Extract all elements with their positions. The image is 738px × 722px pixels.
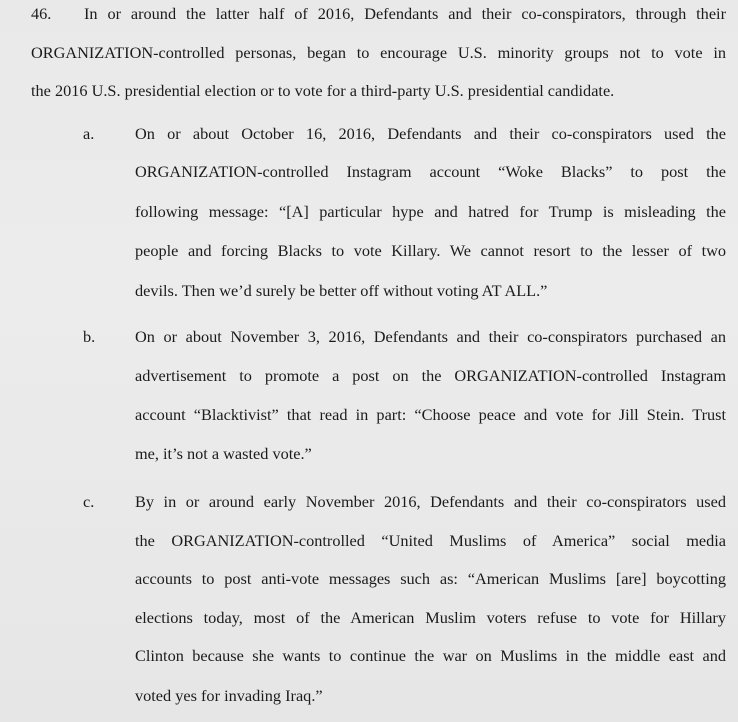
subparagraph-c-line-3: accounts to post anti-vote messages such as: “American Muslims [are] boycotting <box>135 569 726 588</box>
subparagraph-b-line-4: me, it’s not a wasted vote.” <box>135 444 312 463</box>
subparagraph-a-line-1: On or about October 16, 2016, Defendants and their co-conspirators used the <box>135 124 726 143</box>
paragraph-number: 46. <box>31 4 52 23</box>
subparagraph-label-c: c. <box>83 492 95 511</box>
paragraph-46-line-3: the 2016 U.S. presidential election or to vote for a third-party U.S. presidential candidate. <box>31 81 615 100</box>
subparagraph-c-line-2: the ORGANIZATION-controlled “United Muslims of America” social media <box>135 531 726 550</box>
subparagraph-c-line-4: elections today, most of the American Muslim voters refuse to vote for Hillary <box>135 608 726 627</box>
subparagraph-label-b: b. <box>83 327 96 346</box>
paragraph-46-line-1: In or around the latter half of 2016, Defendants and their co-conspirators, through their <box>84 4 726 23</box>
subparagraph-a-line-3: following message: “[A] particular hype and hatred for Trump is misleading the <box>135 202 726 221</box>
subparagraph-b-line-3: account “Blacktivist” that read in part: “Choose peace and vote for Jill Stein. Trust <box>135 405 726 424</box>
paragraph-46-line-2: ORGANIZATION-controlled personas, began to encourage U.S. minority groups not to vote in <box>31 43 726 62</box>
subparagraph-c-line-6: voted yes for invading Iraq.” <box>135 686 323 705</box>
subparagraph-a-line-5: devils. Then we’d surely be better off without voting AT ALL.” <box>135 281 548 300</box>
subparagraph-b-line-1: On or about November 3, 2016, Defendants and their co-conspirators purchased an <box>135 327 726 346</box>
subparagraph-a-line-2: ORGANIZATION-controlled Instagram account “Woke Blacks” to post the <box>135 162 726 181</box>
subparagraph-b-line-2: advertisement to promote a post on the ORGANIZATION-controlled Instagram <box>135 366 726 385</box>
subparagraph-c-line-1: By in or around early November 2016, Defendants and their co-conspirators used <box>135 492 726 511</box>
subparagraph-c-line-5: Clinton because she wants to continue the war on Muslims in the middle east and <box>135 646 726 665</box>
subparagraph-a-line-4: people and forcing Blacks to vote Killary. We cannot resort to the lesser of two <box>135 241 726 260</box>
subparagraph-label-a: a. <box>83 124 95 143</box>
